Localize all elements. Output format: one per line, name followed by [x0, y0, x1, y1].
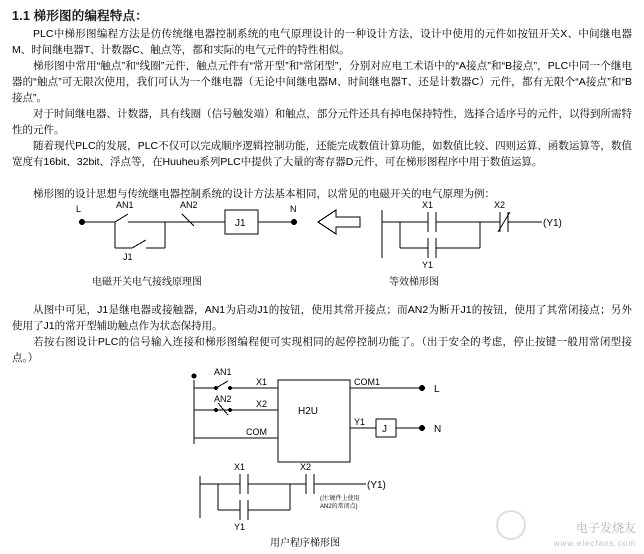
paragraph-7: 若按右图设计PLC的信号输入连接和梯形图编程便可实现相同的起停控制功能了。（出于安全的考虑，停止按键一般用常闭型接点。） — [12, 336, 632, 364]
paragraph-4: 随着现代PLC的发展，PLC不仅可以完成顺序逻辑控制功能，还能完成数值计算功能，如数值比较、四则运算、函数运算等，数值宽度有16bit、32bit、浮点等，在Huuheu系列PLC中提供了大量的寄存器D元件，可在梯形图程序中用于数值运算。 — [12, 140, 632, 168]
label-J1-aux: J1 — [123, 252, 133, 262]
label-AN1-plc: AN1 — [214, 367, 232, 377]
label-X1: X1 — [422, 200, 434, 210]
paragraph-5: 梯形图的设计思想与传统继电器控制系统的设计方法基本相同，以常见的电磁开关的电气原理为例： — [33, 188, 495, 200]
label-X2-ladder: X2 — [300, 462, 312, 472]
watermark-text: 电子发烧友 — [575, 521, 636, 535]
label-X1-plc: X1 — [256, 377, 268, 387]
label-Y1-ladder-aux: Y1 — [234, 522, 246, 531]
paragraph-3: 对于时间继电器、计数器，具有线圈（信号触发端）和触点，部分元件还具有掉电保持特性，选择合适序号的元件，以得到所需特性的元件。 — [12, 108, 632, 136]
label-L-plc: L — [434, 384, 440, 395]
label-Y1-ladder-coil: (Y1) — [367, 480, 386, 491]
label-X2-plc: X2 — [256, 399, 268, 409]
watermark-subtext: www.elecfans.com — [553, 539, 636, 548]
page-title: 1.1 梯形图的编程特点： — [12, 9, 148, 23]
paragraph-1: PLC中梯形图编程方法是仿传统继电器控制系统的电气原理设计的一种设计方法，设计中使用的元件如按钮开关X、中间继电器M、时间继电器T、计数器C、触点等，都和实际的电气元件的特性相似。 — [12, 28, 632, 56]
label-AN1: AN1 — [116, 200, 134, 210]
label-N: N — [290, 204, 297, 214]
label-Y1-coil: (Y1) — [543, 218, 562, 229]
figure-plc-and-user-ladder — [170, 366, 500, 531]
ladder-note-line2: AN2的常闭点) — [320, 504, 358, 510]
label-X1-ladder: X1 — [234, 462, 246, 472]
label-J-relay: J — [382, 424, 387, 435]
label-COM-input: COM — [246, 427, 267, 437]
label-X2: X2 — [494, 200, 506, 210]
figure-relay-and-ladder — [60, 200, 580, 270]
figure-caption-1: 电磁开关电气接线原理图 — [92, 277, 202, 288]
label-H2U: H2U — [298, 406, 319, 417]
arrow-icon — [318, 210, 360, 234]
paragraph-6: 从图中可见，J1是继电器或接触器，AN1为启动J1的按钮，使用其常开接点；而AN2为断开J1的按钮，使用了其常闭接点；另外使用了J1的常开型辅助触点作为状态保持用。 — [12, 304, 632, 332]
paragraph-2: 梯形图中常用“触点”和“线圈”元件，触点元件有“常开型”和“常闭型”，分别对应电工术语中的“A接点”和“B接点”，PLC中同一个继电器的“触点”可无限次使用，我们可认为一个继电器（无论中间继电器M、时间继电器T、还是计数器C）元件，都有无限个“A接点”和“B接点”。 — [12, 60, 632, 104]
ladder-note-line1: (注:硬件上使用 — [320, 496, 360, 502]
label-J1-coil: J1 — [235, 218, 246, 229]
label-Y1-out: Y1 — [354, 417, 366, 427]
figure-caption-3: 用户程序梯形图 — [270, 538, 340, 549]
label-L: L — [76, 204, 82, 214]
label-AN2-plc: AN2 — [214, 394, 232, 404]
figure-caption-2: 等效梯形图 — [389, 277, 439, 288]
label-N-plc: N — [434, 424, 442, 435]
label-COM1: COM1 — [354, 377, 381, 387]
watermark-circle-icon — [496, 510, 526, 540]
label-AN2: AN2 — [180, 200, 198, 210]
label-Y1-aux: Y1 — [422, 260, 434, 270]
